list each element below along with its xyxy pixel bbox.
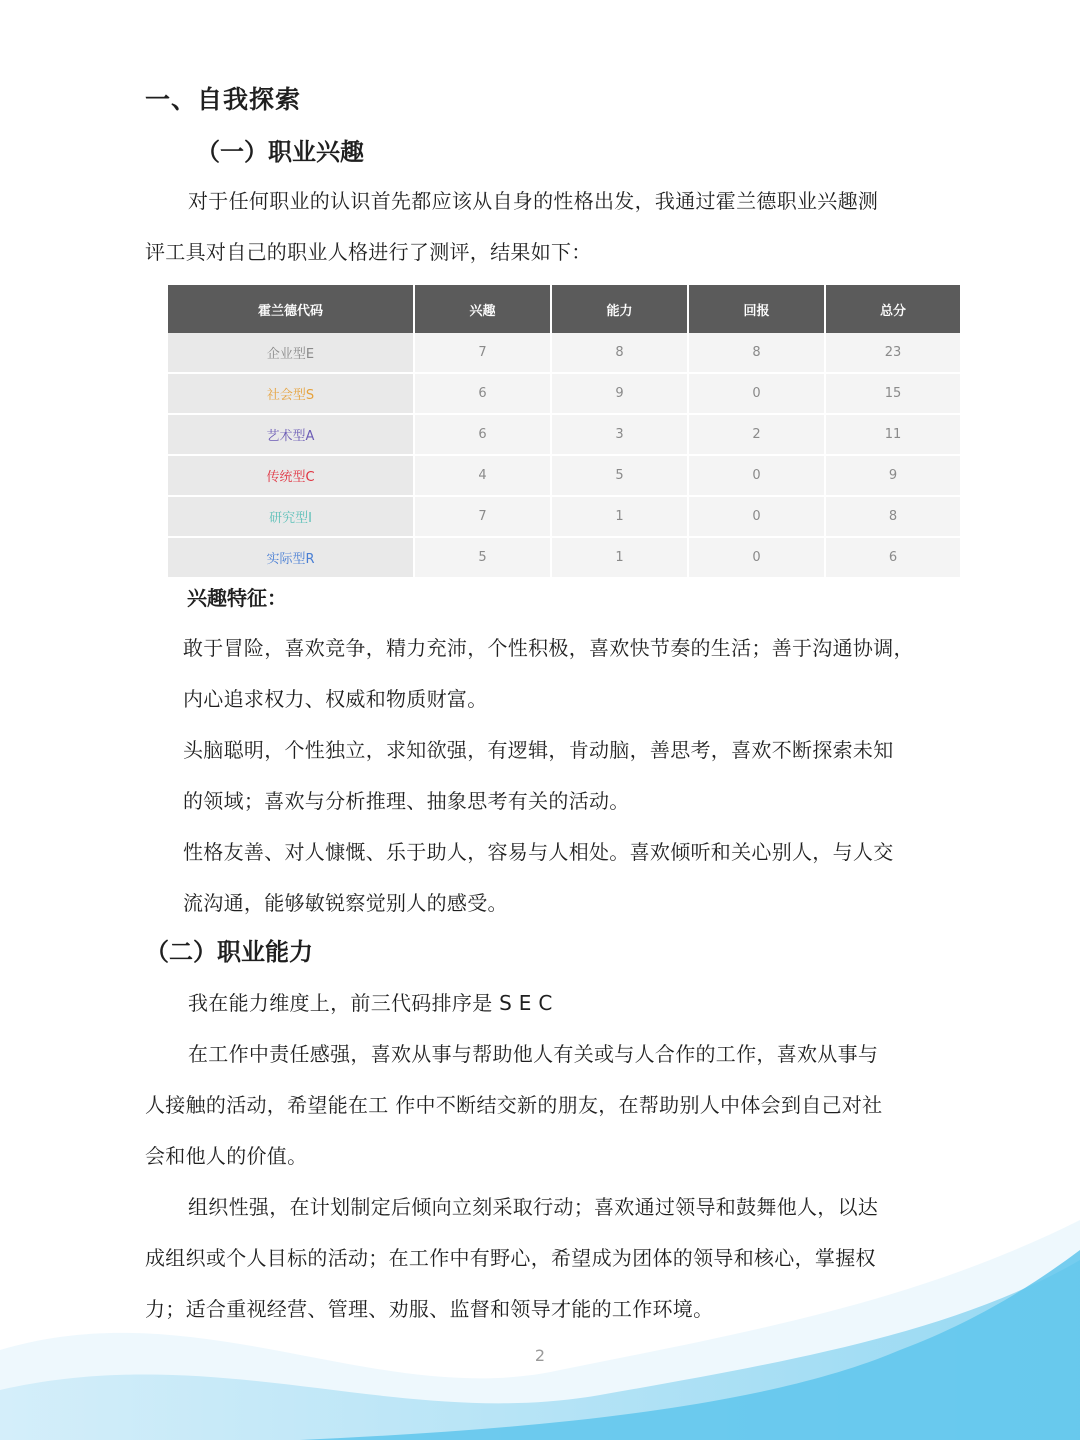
feature-para-1-line-2: 内心追求权力、权威和物质财富。	[183, 687, 488, 711]
total-cell: 6	[825, 537, 960, 578]
reward-cell: 0	[688, 373, 825, 414]
reward-cell: 0	[688, 496, 825, 537]
code-cell: 传统型C	[168, 455, 414, 496]
ability-cell: 9	[551, 373, 688, 414]
table-row	[168, 414, 960, 455]
ability-cell: 1	[551, 496, 688, 537]
reward-cell: 2	[688, 414, 825, 455]
total-cell: 8	[825, 496, 960, 537]
interest-cell: 7	[414, 333, 551, 373]
heading-self-exploration: 一、自我探索	[145, 85, 302, 114]
ability-cell: 3	[551, 414, 688, 455]
ability-cell: 5	[551, 455, 688, 496]
table-header-row	[168, 285, 960, 333]
table-row	[168, 455, 960, 496]
feature-para-3-line-2: 流沟通，能够敏锐察觉别人的感受。	[183, 891, 508, 915]
interest-cell: 7	[414, 496, 551, 537]
heading-career-ability: （二）职业能力	[145, 938, 313, 966]
table-row	[168, 333, 960, 373]
table-row	[168, 496, 960, 537]
intro-line-2: 评工具对自己的职业人格进行了测评，结果如下：	[145, 240, 592, 264]
header-code: 霍兰德代码	[168, 285, 414, 333]
ability-cell: 1	[551, 537, 688, 578]
feature-para-2-line-2: 的领域；喜欢与分析推理、抽象思考有关的活动。	[183, 789, 630, 813]
interest-cell: 6	[414, 414, 551, 455]
page-number: 2	[534, 1346, 546, 1365]
heading-career-interest: （一）职业兴趣	[196, 138, 364, 166]
interest-cell: 5	[414, 537, 551, 578]
total-cell: 11	[825, 414, 960, 455]
reward-cell: 8	[688, 333, 825, 373]
feature-para-3-line-1: 性格友善、对人慷慨、乐于助人，容易与人相处。喜欢倾听和关心别人，与人交	[183, 840, 894, 864]
interest-features-title: 兴趣特征：	[187, 586, 287, 610]
header-ability: 能力	[551, 285, 688, 333]
code-cell: 企业型E	[168, 333, 414, 373]
holland-code-table	[168, 285, 960, 579]
total-cell: 23	[825, 333, 960, 373]
table-row	[168, 537, 960, 578]
feature-para-1-line-1: 敢于冒险，喜欢竞争，精力充沛，个性积极，喜欢快节奏的生活；善于沟通协调，	[183, 636, 914, 660]
ability-para-1-line-3: 会和他人的价值。	[145, 1144, 308, 1168]
total-cell: 15	[825, 373, 960, 414]
ability-para-1-line-1: 在工作中责任感强，喜欢从事与帮助他人有关或与人合作的工作，喜欢从事与	[188, 1042, 879, 1066]
code-cell: 社会型S	[168, 373, 414, 414]
total-cell: 9	[825, 455, 960, 496]
feature-para-2-line-1: 头脑聪明，个性独立，求知欲强，有逻辑，肯动脑，善思考，喜欢不断探索未知	[183, 738, 894, 762]
ability-para-2-line-1: 组织性强，在计划制定后倾向立刻采取行动；喜欢通过领导和鼓舞他人，以达	[188, 1195, 879, 1219]
intro-line-1: 对于任何职业的认识首先都应该从自身的性格出发，我通过霍兰德职业兴趣测	[188, 189, 879, 213]
table-row	[168, 373, 960, 414]
code-cell: 实际型R	[168, 537, 414, 578]
header-reward: 回报	[688, 285, 825, 333]
code-cell: 艺术型A	[168, 414, 414, 455]
ability-para-1-line-2: 人接触的活动，希望能在工 作中不断结交新的朋友，在帮助别人中体会到自己对社	[145, 1093, 883, 1117]
ability-para-2-line-3: 力；适合重视经营、管理、劝服、监督和领导才能的工作环境。	[145, 1297, 714, 1321]
interest-cell: 6	[414, 373, 551, 414]
code-cell: 研究型I	[168, 496, 414, 537]
ability-para-2-line-2: 成组织或个人目标的活动；在工作中有野心，希望成为团体的领导和核心，掌握权	[145, 1246, 876, 1270]
ability-cell: 8	[551, 333, 688, 373]
reward-cell: 0	[688, 455, 825, 496]
interest-cell: 4	[414, 455, 551, 496]
ability-code-order: 我在能力维度上，前三代码排序是 S E C	[188, 991, 553, 1015]
header-total: 总分	[825, 285, 960, 333]
reward-cell: 0	[688, 537, 825, 578]
header-interest: 兴趣	[414, 285, 551, 333]
